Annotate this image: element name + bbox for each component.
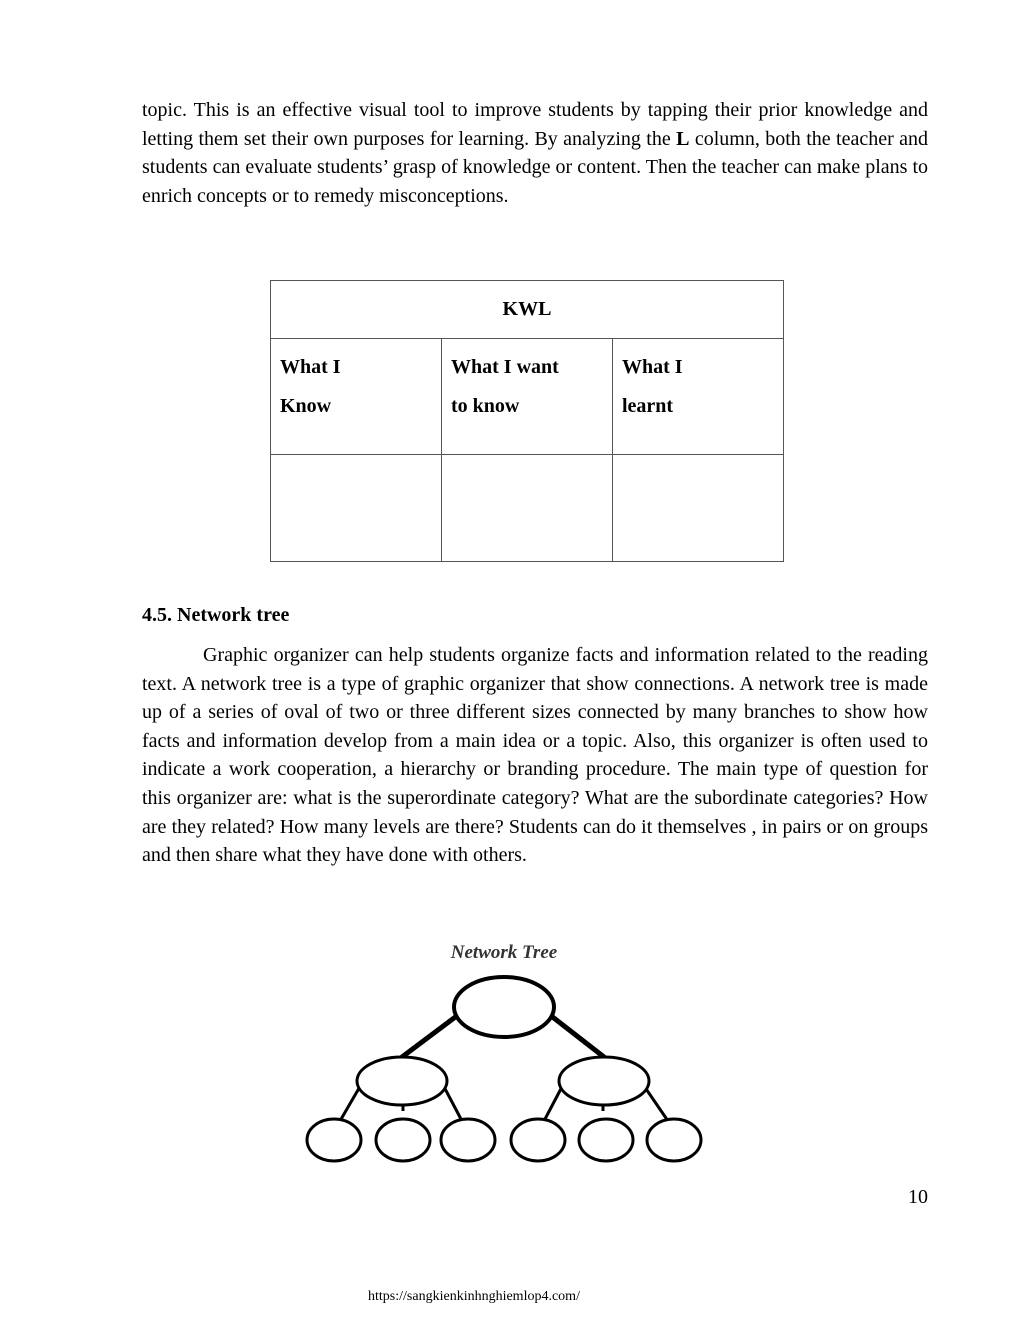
section-heading: 4.5. Network tree [142, 604, 290, 626]
kwl-empty-cell-want [442, 455, 613, 562]
intro-text-end: column, both the teacher and students can evaluate students’ grasp of knowledge or content. Then the teacher can make plans to enrich concepts or to remedy misconceptions. [142, 127, 928, 207]
kwl-empty-cell-learnt [613, 455, 784, 562]
leaf-oval [647, 1119, 701, 1161]
leaf-oval [441, 1119, 495, 1161]
kwl-column-want [442, 339, 613, 455]
kwl-column-know-line2: Know [280, 395, 332, 417]
intro-text-start: topic. This is an effective visual tool to improve students by tapping their prior knowledge and letting them set their own purposes for learning. By analyzing the [142, 99, 928, 150]
kwl-table [270, 280, 784, 562]
leaf-oval [579, 1119, 633, 1161]
intro-bold-letter: L [676, 127, 690, 150]
branch-right [550, 1015, 604, 1057]
leaf-oval [376, 1119, 430, 1161]
leaf-oval [307, 1119, 361, 1161]
kwl-column-learnt [613, 339, 784, 455]
kwl-column-learnt-line2: learnt [622, 395, 674, 417]
figure-caption: Network Tree [450, 942, 558, 963]
kwl-title: KWL [271, 281, 784, 339]
network-tree-figure [300, 935, 710, 1170]
kwl-column-learnt-line1: What I [622, 356, 683, 378]
branch-left [402, 1015, 458, 1057]
network-tree-paragraph: Graphic organizer can help students organize facts and information related to the reading text. A network tree is a type of graphic organizer that show connections. A network tree is made up of a series of oval of two or three different sizes connected by many branches to show how facts and information develop from a main idea or a topic. Also, this organizer is often used to indicate a work cooperation, a hierarchy or branding procedure. The main type of question for this organizer are: what is the superordinate category? What are the subordinate categories? How are they related? How many levels are there? Students can do it themselves , in pairs or on groups and then share what they have done with others. [142, 644, 928, 867]
page-number: 10 [908, 1186, 928, 1208]
kwl-column-know [271, 339, 442, 455]
kwl-column-want-line2: to know [451, 395, 520, 417]
intro-paragraph [142, 96, 928, 210]
kwl-column-know-line1: What I [280, 356, 341, 378]
branch-oval-right [559, 1057, 649, 1105]
leaf-oval [511, 1119, 565, 1161]
root-oval [454, 977, 554, 1037]
kwl-empty-cell-know [271, 455, 442, 562]
footer-url[interactable]: https://sangkienkinhnghiemlop4.com/ [368, 1289, 580, 1304]
kwl-column-want-line1: What I want [451, 356, 559, 378]
leaf-ovals [307, 1119, 701, 1161]
branch-oval-left [357, 1057, 447, 1105]
